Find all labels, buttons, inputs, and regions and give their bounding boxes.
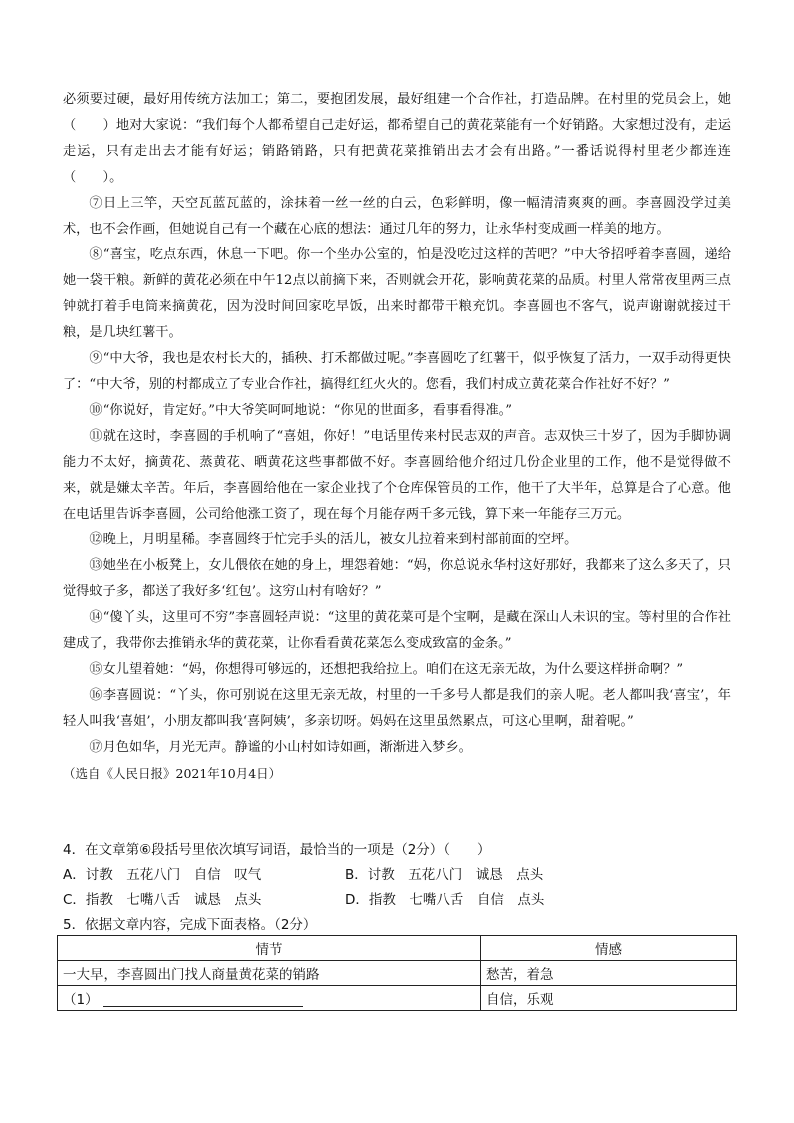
option-c[interactable]: C．指教 七嘴八舌 诚恳 点头 (63, 892, 262, 908)
passage-paragraph-17: ⑰月色如华，月光无声。静谧的小山村如诗如画，渐渐进入梦乡。 (89, 739, 472, 755)
questions-section (63, 838, 735, 938)
passage-paragraph-10: ⑩“你说好，肯定好。”中大爷笑呵呵地说：“你见的世面多，看事看得准。” (89, 402, 512, 418)
emotion-cell: 愁苦，着急 (481, 961, 737, 986)
header-plot: 情节 (58, 936, 481, 961)
plot-cell-blank (58, 986, 481, 1011)
option-d[interactable]: D．指教 七嘴八舌 自信 点头 (345, 892, 545, 908)
option-a[interactable]: A．讨教 五花八门 自信 叹气 (63, 867, 262, 883)
question-4-stem: 4．在文章第⑥段括号里依次填写词语，最恰当的一项是（2分）（ ） (63, 842, 491, 858)
emotion-cell: 自信，乐观 (481, 986, 737, 1011)
blank-number: （1） (63, 992, 99, 1008)
table-row (58, 986, 737, 1011)
header-emotion: 情感 (481, 936, 737, 961)
passage-paragraph-8: ⑧“喜宝，吃点东西，休息一下吧。你一个坐办公室的，怕是没吃过这样的苦吧？”中大爷招呼着李喜圆，递给她一袋干粮。新鲜的黄花必须在中午12点以前摘下来，否则就会开花，影响黄花菜的品质。村里人常常夜里两三点钟就打着手电筒来摘黄花，因为没时间回家吃早饭，出来时都带干粮充饥。李喜圆也不客气，说声谢谢就接过干粮，是几块红薯干。 (63, 247, 731, 341)
reading-passage (63, 87, 731, 786)
passage-paragraph-14: ⑭“傻丫头，这里可不穷”李喜圆轻声说：“这里的黄花菜可是个宝啊，是藏在深山人未识的宝。等村里的合作社建成了，我带你去推销永华的黄花菜，让你看看黄花菜怎么变成致富的金条。” (63, 610, 731, 652)
passage-paragraph-12: ⑫晚上，月明星稀。李喜圆终于忙完手头的活儿，被女儿拉着来到村部前面的空坪。 (89, 532, 578, 548)
table-row (58, 961, 737, 986)
answer-blank[interactable] (103, 992, 303, 1007)
passage-paragraph-16: ⑯李喜圆说：“丫头，你可别说在这里无亲无故，村里的一千多号人都是我们的亲人呢。老人都叫我‘喜宝’，年轻人叫我‘喜姐’，小朋友都叫我‘喜阿姨’，多亲切呀。妈妈在这里虽然累点，可这心里啊，甜着呢。” (63, 687, 731, 729)
passage-source: （选自《人民日报》2021年10月4日） (63, 765, 282, 781)
question-4-options-row-2 (63, 888, 735, 913)
passage-paragraph-9: ⑨“中大爷，我也是农村长大的，插秧、打禾都做过呢。”李喜圆吃了红薯干，似乎恢复了活力，一双手动得更快了：“中大爷，别的村都成立了专业合作社，搞得红红火火的。您看，我们村成立黄花菜合作社好不好？” (63, 351, 731, 392)
passage-paragraph-13: ⑬她坐在小板凳上，女儿偎依在她的身上，埋怨着她：“妈，你总说永华村这好那好，我都来了这么多天了，只觉得蚊子多，都送了我好多‘红包’。这穷山村有啥好？” (63, 558, 731, 600)
table-header-row (58, 936, 737, 961)
question-4-options-row-1 (63, 863, 735, 888)
question-5-table (57, 935, 737, 1011)
passage-paragraph-15: ⑮女儿望着她：“妈，你想得可够远的，还想把我给拉上。咱们在这无亲无故，为什么要这样拼命啊？” (89, 661, 684, 677)
passage-paragraph-7: ⑦日上三竿，天空瓦蓝瓦蓝的，涂抹着一丝一丝的白云，色彩鲜明，像一幅清清爽爽的画。李喜圆没学过美术，也不会作画，但她说自己有一个藏在心底的想法：通过几年的努力，让永华村变成画一样美的地方。 (63, 195, 731, 237)
passage-paragraph-6-continued: 必须要过硬，最好用传统方法加工；第二，要抱团发展，最好组建一个合作社，打造品牌。在村里的党员会上，她（ ）地对大家说：“我们每个人都希望自己走好运，都希望自己的黄花菜能有一个好销路。大家想过没有，走运走运，只有走出去才能有好运；销路销路，只有把黄花菜推销出去才会有出路。”一番话说得村里老少都连连（ ）。 (63, 92, 731, 185)
option-b[interactable]: B．讨教 五花八门 诚恳 点头 (345, 867, 544, 883)
plot-cell: 一大早，李喜圆出门找人商量黄花菜的销路 (58, 961, 481, 986)
question-5-stem: 5．依据文章内容，完成下面表格。（2分） (63, 917, 317, 933)
passage-paragraph-11: ⑪就在这时，李喜圆的手机响了“喜姐，你好！”电话里传来村民志双的声音。志双快三十岁了，因为手脚协调能力不太好，摘黄花、蒸黄花、晒黄花这些事都做不好。李喜圆给他介绍过几份企业里的工作，他不是觉得做不来，就是嫌太辛苦。年后，李喜圆给他在一家企业找了个仓库保管员的工作，他干了大半年，总算是合了心意。他在电话里告诉李喜圆，公司给他涨工资了，现在每个月能存两千多元钱，算下来一年能存三万元。 (63, 428, 731, 522)
